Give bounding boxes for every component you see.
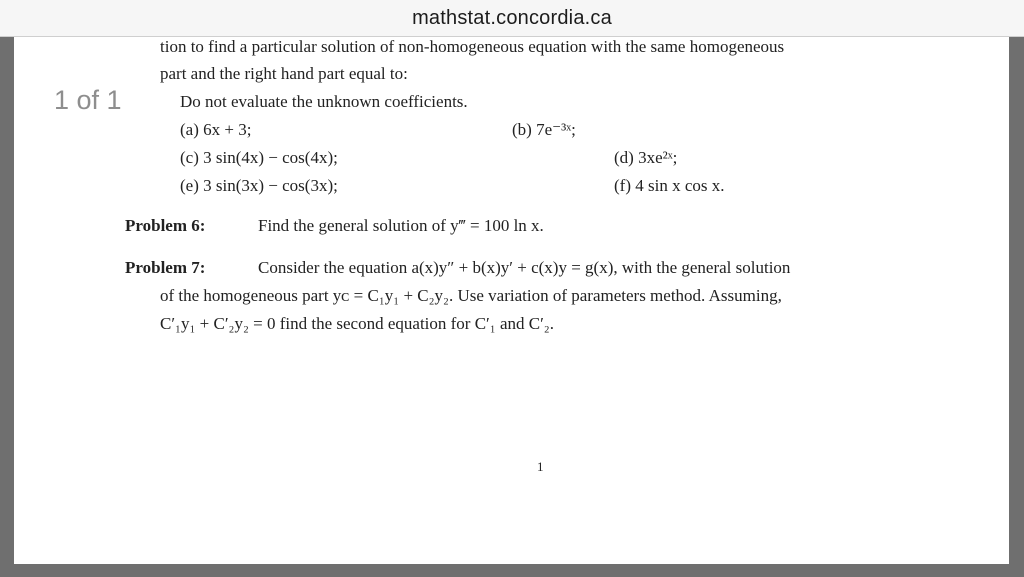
item-c: (c) 3 sin(4x) − cos(4x); [180,148,338,167]
problem-7-label: Problem 7: [125,258,206,277]
browser-address-bar[interactable] [0,0,1024,37]
problem-6-label: Problem 6: [125,216,206,235]
intro-line-1: tion to find a particular solution of non-homogeneous equation with the same homogeneous [160,37,785,56]
instruction-text: Do not evaluate the unknown coefficients. [180,92,468,111]
item-e: (e) 3 sin(3x) − cos(3x); [180,176,338,195]
item-b: (b) 7e⁻³ˣ; [512,120,576,139]
problem-6-text: Find the general solution of y‴ = 100 ln x. [258,216,544,235]
problem-7-line-2: of the homogeneous part yᴄ = C₁y₁ + C₂y₂. Use variation of parameters method. Assuming, [160,286,782,305]
item-a: (a) 6x + 3; [180,120,252,139]
pdf-page [14,37,1009,564]
problem-7-line-3: C′₁y₁ + C′₂y₂ = 0 find the second equation for C′₁ and C′₂. [160,314,554,333]
page-number: 1 [537,459,544,474]
item-f: (f) 4 sin x cos x. [614,176,725,195]
url-text[interactable]: mathstat.concordia.ca [412,7,612,29]
problem-7-line-1: Consider the equation a(x)y″ + b(x)y′ + c(x)y = g(x), with the general solution [258,258,791,277]
item-d: (d) 3xe²ˣ; [614,148,678,167]
intro-line-2: part and the right hand part equal to: [160,64,408,83]
page-counter: 1 of 1 [54,85,122,115]
